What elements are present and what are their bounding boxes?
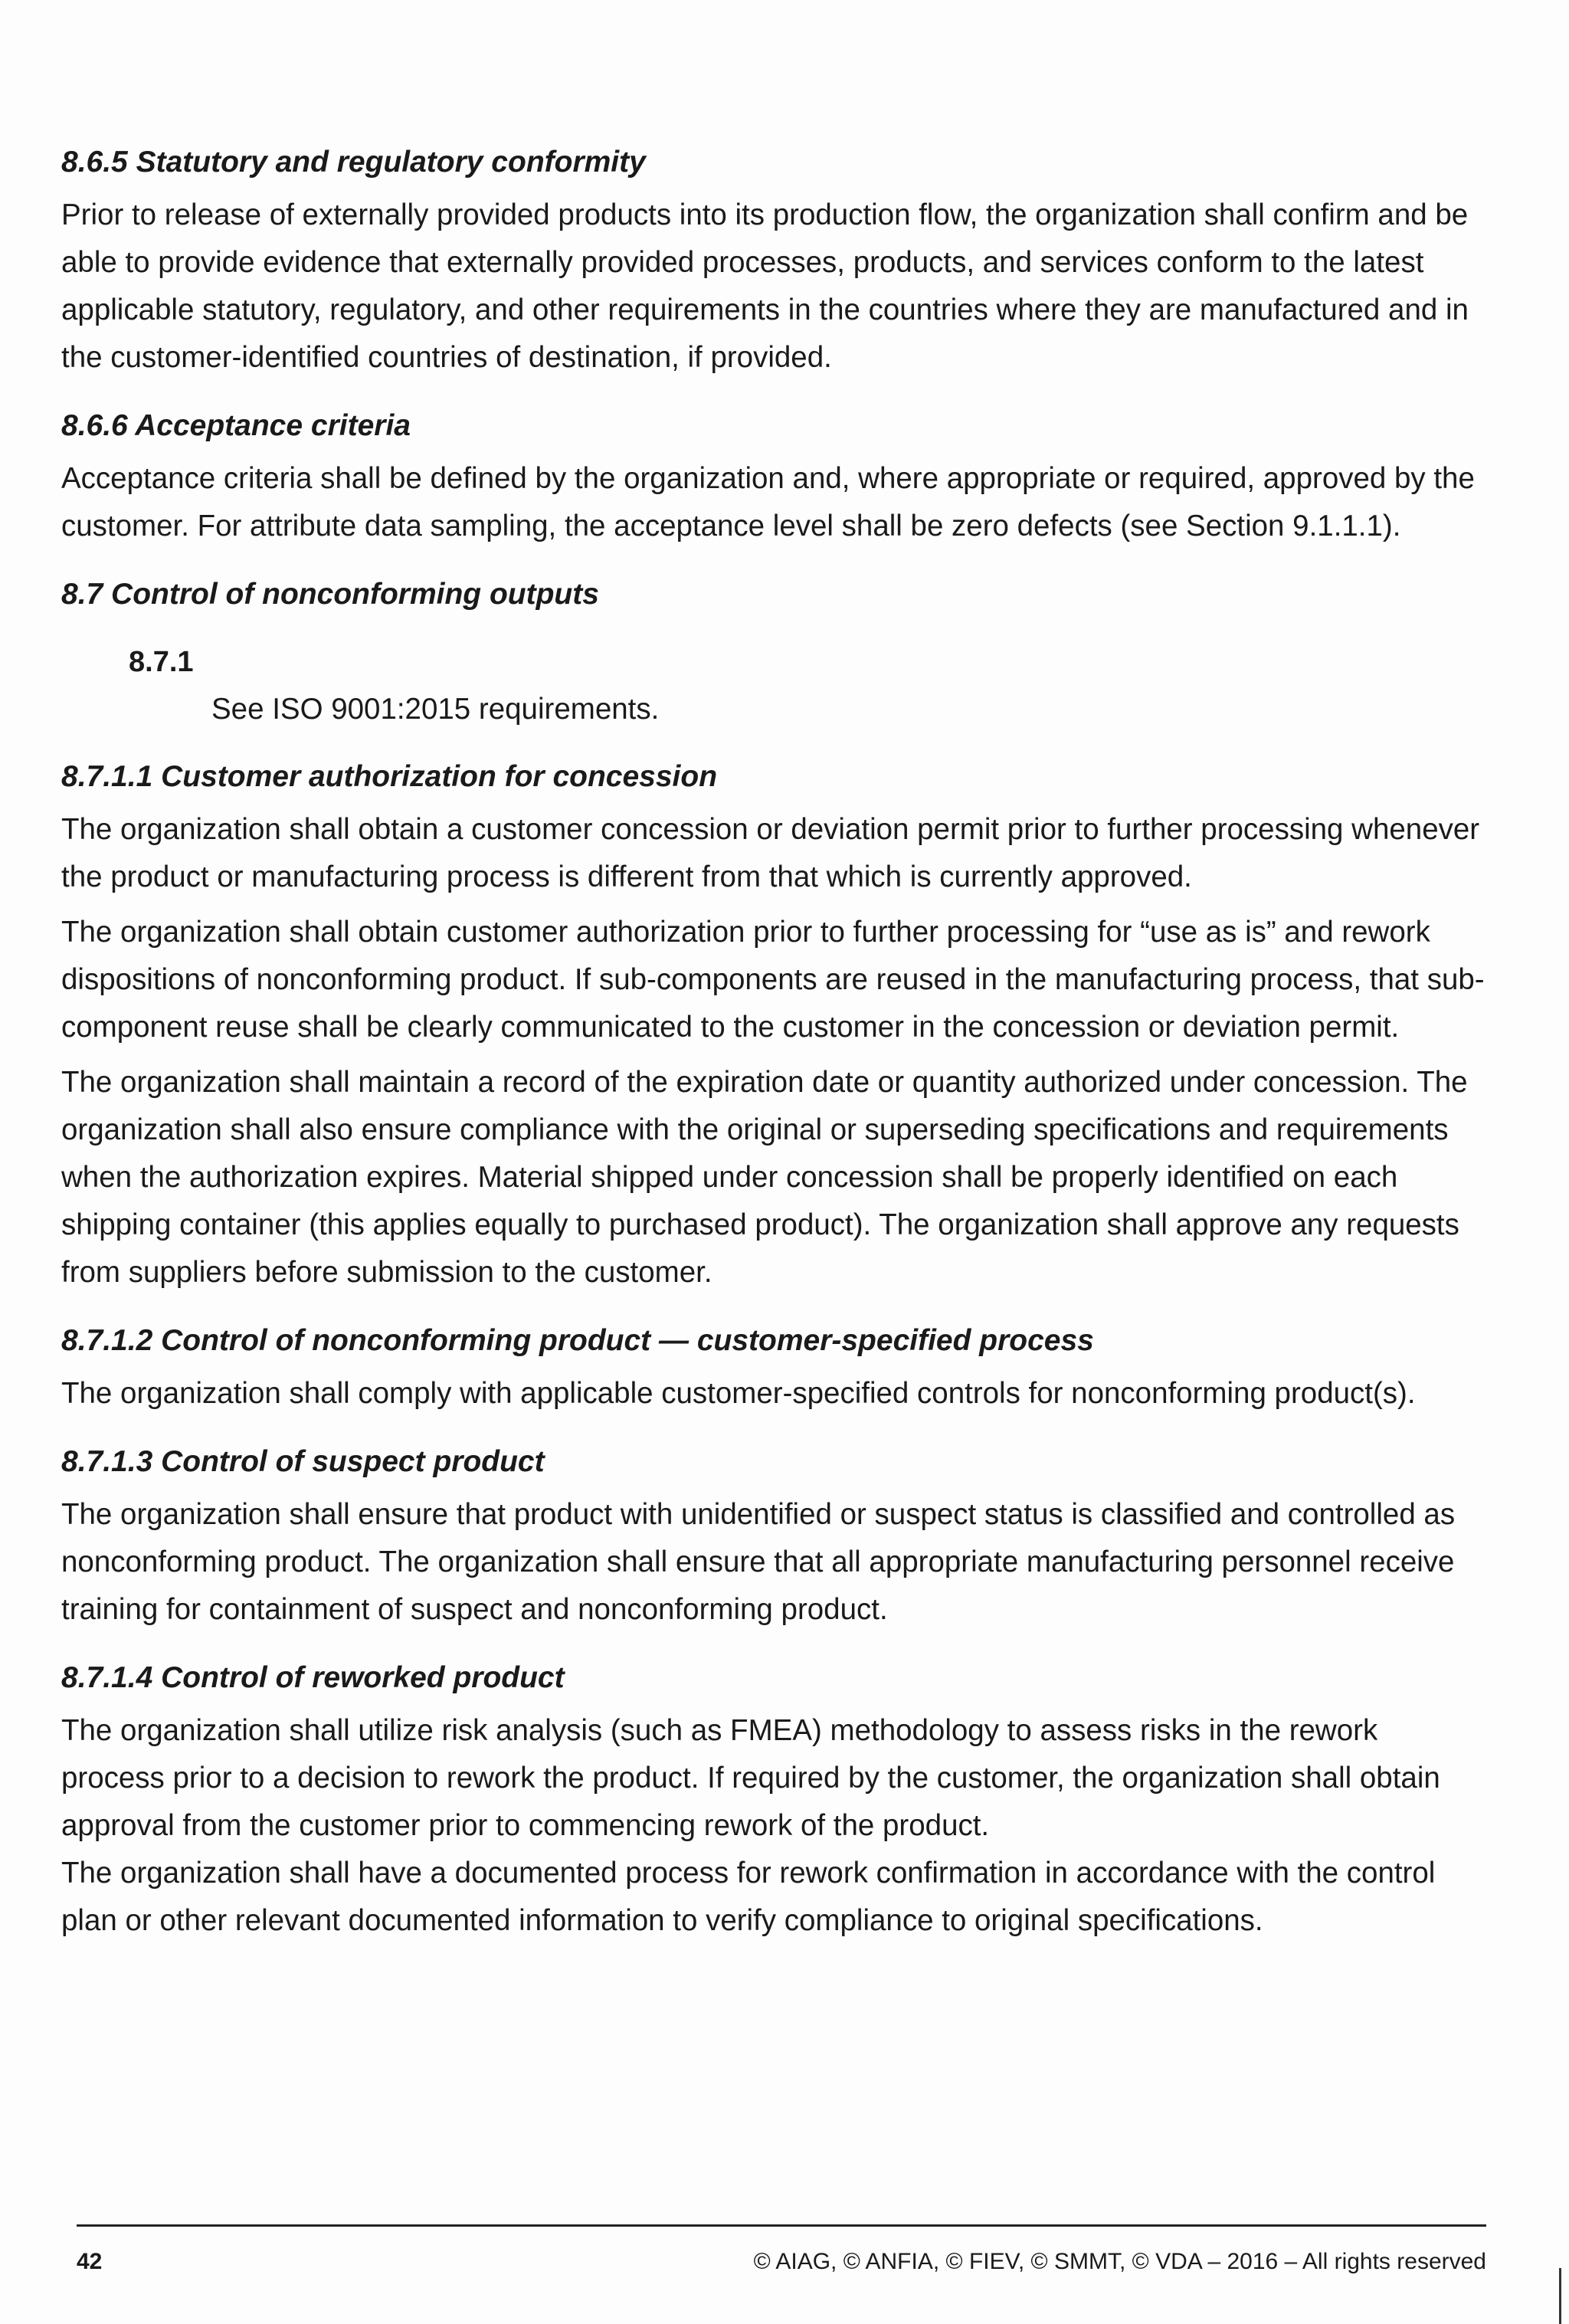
scan-edge-mark xyxy=(1559,2268,1561,2324)
footer-divider xyxy=(77,2224,1486,2227)
section-8-6-5 xyxy=(61,144,1486,382)
section-heading: 8.6.6 Acceptance criteria xyxy=(61,409,411,442)
paragraph: The organization shall obtain customer authorization prior to further processing for “use as is” and rework dispositions of nonconforming product. If sub-components are reused in the manufacturing process, that sub-component reuse shall be clearly communicated to the customer in the concession or deviation permit. xyxy=(61,916,1485,1044)
section-heading: 8.7.1.1 Customer authorization for concession xyxy=(61,760,718,793)
section-8-7-1-1 xyxy=(61,759,1486,1296)
paragraph: The organization shall utilize risk analysis (such as FMEA) methodology to assess risks in the rework process prior to a decision to rework the product. If required by the customer, the organization shall obtain approval from the customer prior to commencing rework of the product. xyxy=(61,1714,1440,1842)
section-heading: 8.7.1.3 Control of suspect product xyxy=(61,1445,545,1478)
paragraph: The organization shall comply with applicable customer-specified controls for nonconforming product(s). xyxy=(61,1377,1416,1410)
section-8-7-1-3 xyxy=(61,1444,1486,1634)
paragraph: Acceptance criteria shall be defined by the organization and, where appropriate or required, approved by the customer. For attribute data sampling, the acceptance level shall be zero defects (see Section 9.1.1.1). xyxy=(61,462,1475,542)
page-content xyxy=(61,144,1486,1952)
paragraph: The organization shall have a documented process for rework confirmation in accordance with the control plan or other relevant documented information to verify compliance to original specifications. xyxy=(61,1857,1436,1937)
section-heading: 8.7.1.4 Control of reworked product xyxy=(61,1661,565,1694)
section-heading: 8.7 Control of nonconforming outputs xyxy=(61,578,599,611)
footer-copyright: © AIAG, © ANFIA, © FIEV, © SMMT, © VDA – 2016 – All rights reserved xyxy=(753,2249,1486,2274)
paragraph: Prior to release of externally provided products into its production flow, the organization shall confirm and be able to provide evidence that externally provided processes, products, and services conform to the latest applicable statutory, regulatory, and other requirements in the countries where they are manufactured and in the customer-identified countries of destination, if provided. xyxy=(61,198,1469,374)
page-number: 42 xyxy=(77,2249,103,2274)
section-8-7 xyxy=(61,576,1486,728)
section-8-7-1-2 xyxy=(61,1323,1486,1418)
subsection-text: See ISO 9001:2015 requirements. xyxy=(211,693,660,726)
section-heading: 8.7.1.2 Control of nonconforming product — customer-specified process xyxy=(61,1324,1094,1357)
paragraph: The organization shall ensure that product with unidentified or suspect status is classified and controlled as nonconforming product. The organization shall ensure that all appropriate manufacturing personnel receive training for containment of suspect and nonconforming product. xyxy=(61,1498,1456,1626)
subsection-number: 8.7.1 xyxy=(129,646,194,678)
section-8-7-1-4 xyxy=(61,1660,1486,1945)
paragraph: The organization shall obtain a customer concession or deviation permit prior to further processing whenever the product or manufacturing process is different from that which is currently approved. xyxy=(61,813,1480,893)
paragraph: The organization shall maintain a record of the expiration date or quantity authorized under concession. The organization shall also ensure compliance with the original or superseding specifications and requirements when the authorization expires. Material shipped under concession shall be properly identified on each shipping container (this applies equally to purchased product). The organization shall approve any requests from suppliers before submission to the customer. xyxy=(61,1066,1468,1289)
section-heading: 8.6.5 Statutory and regulatory conformity xyxy=(61,146,646,179)
section-8-6-6 xyxy=(61,408,1486,550)
